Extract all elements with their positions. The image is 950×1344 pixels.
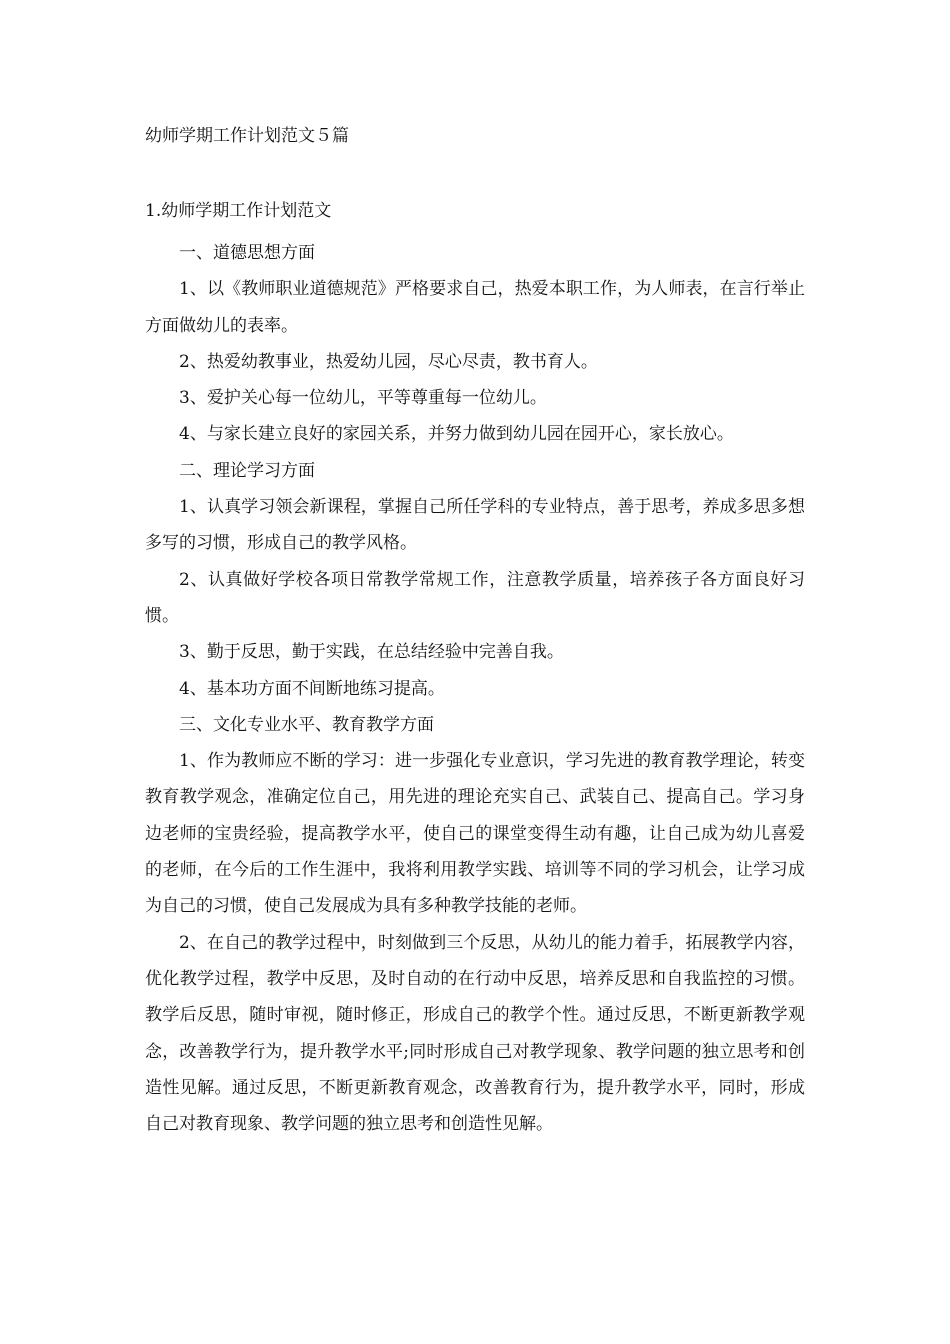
document-body	[145, 235, 805, 1142]
section-title: 1.幼师学期工作计划范文	[145, 201, 332, 221]
paragraph: 2、认真做好学校各项日常教学常规工作，注意教学质量，培养孩子各方面良好习惯。	[145, 569, 805, 626]
paragraph: 4、与家长建立良好的家园关系，并努力做到幼儿园在园开心，家长放心。	[179, 424, 734, 445]
paragraph: 3、勤于反思，勤于实践，在总结经验中完善自我。	[179, 642, 564, 663]
paragraph: 2、在自己的教学过程中，时刻做到三个反思，从幼儿的能力着手，拓展教学内容，优化教学过程，教学中反思，及时自动的在行动中反思，培养反思和自我监控的习惯。教学后反思，随时审视，随时修正，形成自己的教学个性。通过反思，不断更新教学观念，改善教学行为，提升教学水平;同时形成自己对教学现象、教学问题的独立思考和创造性见解。通过反思，不断更新教育观念，改善教育行为，提升教学水平，同时，形成自己对教育现象、教学问题的独立思考和创造性见解。	[145, 932, 805, 1135]
heading-theory: 二、理论学习方面	[179, 460, 315, 481]
paragraph: 1、认真学习领会新课程，掌握自己所任学科的专业特点，善于思考，养成多思多想多写的习惯，形成自己的教学风格。	[145, 497, 805, 554]
heading-culture: 三、文化专业水平、教育教学方面	[179, 714, 434, 735]
document-title: 幼师学期工作计划范文５篇	[145, 126, 349, 146]
heading-moral: 一、道德思想方面	[179, 243, 315, 263]
paragraph: 1、以《教师职业道德规范》严格要求自己，热爱本职工作，为人师表，在言行举止方面做幼儿的表率。	[145, 279, 805, 336]
paragraph: 2、热爱幼教事业，热爱幼儿园，尽心尽责，教书育人。	[179, 351, 598, 372]
paragraph: 3、爱护关心每一位幼儿，平等尊重每一位幼儿。	[179, 388, 547, 409]
paragraph: 4、基本功方面不间断地练习提高。	[179, 678, 445, 699]
paragraph: 1、作为教师应不断的学习：进一步强化专业意识，学习先进的教育教学理论，转变教育教学观念，准确定位自己，用先进的理论充实自己、武装自己、提高自己。学习身边老师的宝贵经验，提高教学水平，使自己的课堂变得生动有趣，让自己成为幼儿喜爱的老师，在今后的工作生涯中，我将利用教学实践、培训等不同的学习机会，让学习成为自己的习惯，使自己发展成为具有多种教学技能的老师。	[145, 751, 805, 917]
